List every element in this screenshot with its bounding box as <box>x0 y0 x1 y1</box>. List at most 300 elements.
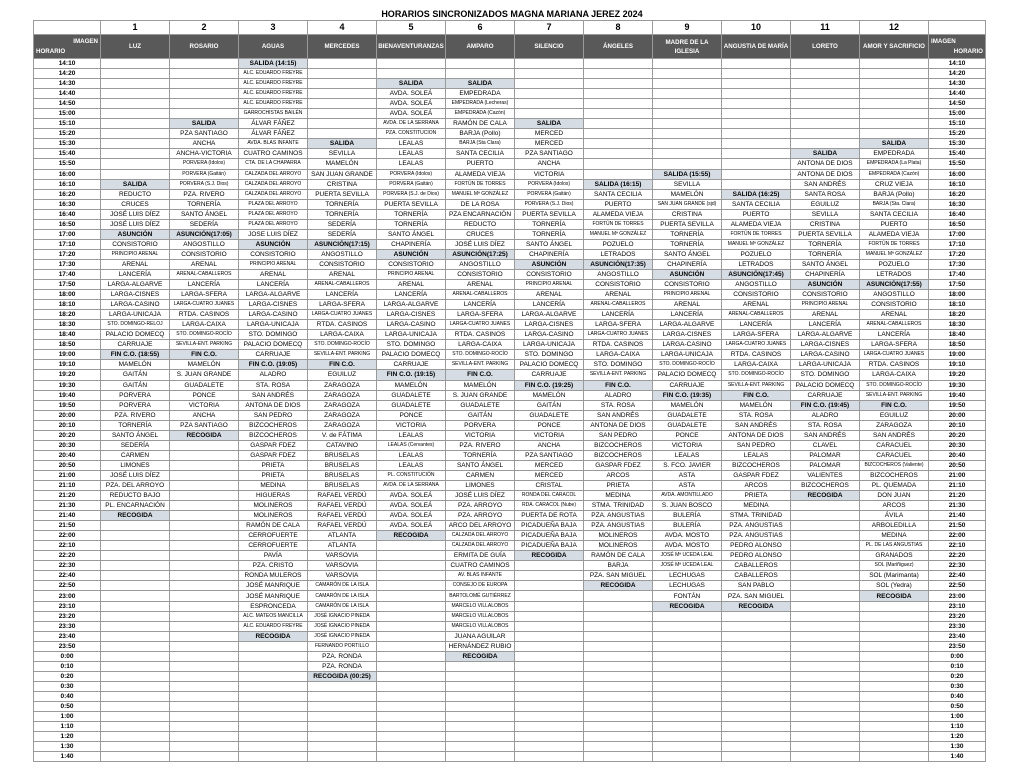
schedule-cell <box>170 742 239 752</box>
schedule-cell: SAN ANDRÉS <box>860 430 929 440</box>
schedule-cell: AVDA. SOLEÁ <box>377 99 446 109</box>
time-cell: 20:50 <box>34 460 101 470</box>
schedule-cell <box>584 651 653 661</box>
schedule-cell: CRISTINA <box>791 219 860 229</box>
time-cell: 19:40 <box>34 390 101 400</box>
schedule-cell <box>515 581 584 591</box>
schedule-cell: RAMÓN DE CALA <box>239 521 308 531</box>
schedule-cell <box>722 59 791 69</box>
schedule-cell: CALZADA DEL ARROYO <box>239 169 308 179</box>
time-cell-right: 17:50 <box>929 280 986 290</box>
time-cell: 21:50 <box>34 521 101 531</box>
schedule-cell: LARGA-UNICAJA <box>791 360 860 370</box>
schedule-cell <box>722 671 791 681</box>
schedule-cell: JOSÉ MANRIQUE <box>239 581 308 591</box>
schedule-cell: GRANADOS <box>860 551 929 561</box>
schedule-cell <box>446 59 515 69</box>
schedule-cell: GAITÁN <box>101 370 170 380</box>
schedule-cell: RECOGIDA <box>722 601 791 611</box>
time-cell-right: 17:00 <box>929 229 986 239</box>
schedule-cell <box>170 732 239 742</box>
table-row <box>34 380 986 390</box>
schedule-cell <box>860 691 929 701</box>
schedule-cell: ZARAGOZA <box>860 420 929 430</box>
schedule-cell <box>860 661 929 671</box>
schedule-cell <box>515 611 584 621</box>
schedule-cell <box>170 480 239 490</box>
schedule-cell: PUERTA SEVILLA <box>653 219 722 229</box>
schedule-cell <box>377 571 446 581</box>
schedule-cell: LANCERÍA <box>653 310 722 320</box>
schedule-cell: SAN ANDRÉS <box>239 390 308 400</box>
schedule-cell: MAMELÓN <box>377 380 446 390</box>
schedule-cell: SANTO ÁNGEL <box>653 249 722 259</box>
schedule-cell: TORNERÍA <box>170 199 239 209</box>
schedule-cell <box>308 69 377 79</box>
schedule-cell: CONSISTORIO <box>860 300 929 310</box>
schedule-cell: S. JUAN BOSCO <box>653 501 722 511</box>
schedule-cell <box>170 722 239 732</box>
schedule-cell <box>584 99 653 109</box>
schedule-cell: CONSISTORIO <box>239 249 308 259</box>
schedule-cell: PICADUEÑA BAJA <box>515 541 584 551</box>
schedule-cell <box>170 541 239 551</box>
time-cell-right: 1:20 <box>929 732 986 742</box>
time-cell-right: 14:50 <box>929 99 986 109</box>
schedule-cell: ALC. EDUARDO FREYRE <box>239 621 308 631</box>
schedule-cell: ARENAL-CABALLEROS <box>860 320 929 330</box>
schedule-cell: ANGOSTILLO <box>446 259 515 269</box>
schedule-cell: SALIDA <box>170 119 239 129</box>
table-row <box>34 430 986 440</box>
schedule-cell: ALADRO <box>584 390 653 400</box>
table-row <box>34 671 986 681</box>
column-header: BIENAVENTURANZAS <box>377 35 446 59</box>
time-cell-right: 0:10 <box>929 661 986 671</box>
time-cell-right: 18:10 <box>929 300 986 310</box>
schedule-cell <box>722 611 791 621</box>
schedule-cell: ANCHA <box>515 440 584 450</box>
schedule-cell: PL. QUEMADA <box>860 480 929 490</box>
table-row <box>34 119 986 129</box>
schedule-cell <box>101 521 170 531</box>
schedule-cell: EGUILUZ <box>791 199 860 209</box>
schedule-cell <box>239 752 308 762</box>
schedule-cell: ASUNCIÓN(17:25) <box>446 249 515 259</box>
time-cell-right: 17:10 <box>929 239 986 249</box>
schedule-cell: CHAPINERÍA <box>377 239 446 249</box>
schedule-cell <box>170 631 239 641</box>
time-cell: 16:20 <box>34 189 101 199</box>
schedule-cell <box>653 119 722 129</box>
schedule-cell <box>101 551 170 561</box>
schedule-cell: STA. ROSA <box>722 410 791 420</box>
schedule-cell <box>377 631 446 641</box>
schedule-cell: CONSISTORIO <box>101 239 170 249</box>
schedule-cell <box>239 722 308 732</box>
schedule-cell: CARMEN <box>101 450 170 460</box>
schedule-cell <box>515 561 584 571</box>
schedule-cell <box>860 702 929 712</box>
table-row <box>34 269 986 279</box>
schedule-cell: ÁLVAR FÁÑEZ <box>239 129 308 139</box>
schedule-cell: CALZADA DEL ARROYO <box>239 179 308 189</box>
time-cell: 23:30 <box>34 621 101 631</box>
schedule-cell: ARENAL <box>446 280 515 290</box>
schedule-cell <box>308 59 377 69</box>
schedule-cell: TORNERÍA <box>377 219 446 229</box>
table-row <box>34 159 986 169</box>
schedule-cell: MOLINEROS <box>584 531 653 541</box>
schedule-cell: ARCO DEL ARROYO <box>446 521 515 531</box>
schedule-cell: VICTORIA <box>170 400 239 410</box>
schedule-cell: GUADALETE <box>377 400 446 410</box>
time-cell: 15:50 <box>34 159 101 169</box>
schedule-cell <box>170 450 239 460</box>
schedule-cell <box>170 561 239 571</box>
table-row <box>34 209 986 219</box>
time-cell: 22:30 <box>34 561 101 571</box>
schedule-cell: PLAZA DEL ARROYO <box>239 219 308 229</box>
schedule-cell: PZA SANTIAGO <box>515 149 584 159</box>
schedule-cell <box>722 79 791 89</box>
schedule-cell: MAMELÓN <box>446 380 515 390</box>
schedule-cell <box>308 109 377 119</box>
schedule-cell <box>101 691 170 701</box>
time-cell: 18:50 <box>34 340 101 350</box>
time-cell-right: 0:30 <box>929 681 986 691</box>
schedule-cell: MERCED <box>515 460 584 470</box>
schedule-cell <box>584 681 653 691</box>
schedule-cell <box>860 601 929 611</box>
schedule-cell: ANCHA <box>170 139 239 149</box>
schedule-cell <box>170 470 239 480</box>
schedule-cell <box>170 59 239 69</box>
schedule-cell: BIZCOCHEROS <box>860 470 929 480</box>
schedule-cell: RAMÓN DE CALA <box>584 551 653 561</box>
schedule-cell: ZARAGOZA <box>308 410 377 420</box>
schedule-cell: MAMELÓN <box>653 400 722 410</box>
time-cell-right: 16:10 <box>929 179 986 189</box>
schedule-cell <box>515 661 584 671</box>
schedule-cell <box>653 691 722 701</box>
schedule-cell: LARGA-CASINO <box>791 350 860 360</box>
schedule-cell: PUERTA SEVILLA <box>377 199 446 209</box>
schedule-cell: AVDA. AMONTILLADO <box>653 491 722 501</box>
schedule-cell: TORNERÍA <box>377 209 446 219</box>
table-row <box>34 280 986 290</box>
schedule-cell: SAN PEDRO <box>239 410 308 420</box>
schedule-cell: SAN ANDRÉS <box>791 179 860 189</box>
schedule-cell <box>170 460 239 470</box>
table-row <box>34 300 986 310</box>
schedule-cell: ARENAL-CABALLEROS <box>584 300 653 310</box>
schedule-cell: AVDA. SOLEÁ <box>377 501 446 511</box>
time-cell-right: 22:20 <box>929 551 986 561</box>
schedule-cell <box>170 752 239 762</box>
schedule-cell: AVDA. SOLEÁ <box>377 491 446 501</box>
schedule-cell: PUERTO <box>446 159 515 169</box>
schedule-cell: ANGOSTILLO <box>584 269 653 279</box>
schedule-cell <box>584 129 653 139</box>
schedule-cell <box>515 571 584 581</box>
schedule-cell: BARJA (Sta Clara) <box>446 139 515 149</box>
schedule-cell <box>446 702 515 712</box>
table-row <box>34 621 986 631</box>
column-number-blank <box>929 21 986 35</box>
schedule-cell <box>515 752 584 762</box>
schedule-cell: SOL (Mariñiguez) <box>860 561 929 571</box>
schedule-cell <box>239 641 308 651</box>
time-cell: 0:10 <box>34 661 101 671</box>
schedule-cell: RAFAEL VERDÚ <box>308 521 377 531</box>
schedule-cell <box>515 732 584 742</box>
schedule-cell <box>860 722 929 732</box>
schedule-cell <box>653 59 722 69</box>
schedule-cell: GUADALETE <box>170 380 239 390</box>
schedule-cell <box>722 752 791 762</box>
schedule-cell: MAMELÓN <box>308 159 377 169</box>
schedule-cell: LARGA-ALGARVE <box>101 280 170 290</box>
time-cell-right: 19:10 <box>929 360 986 370</box>
time-cell: 22:50 <box>34 581 101 591</box>
schedule-cell: PORVERA (Gaitán) <box>170 169 239 179</box>
schedule-cell: ANTONA DE DIOS <box>791 169 860 179</box>
schedule-cell <box>791 571 860 581</box>
schedule-cell <box>446 742 515 752</box>
schedule-cell: REDUCTO <box>446 219 515 229</box>
schedule-cell: LEALAS <box>653 450 722 460</box>
column-header: LUZ <box>101 35 170 59</box>
time-cell: 19:00 <box>34 350 101 360</box>
schedule-cell <box>515 621 584 631</box>
schedule-cell: AVDA. SOLEÁ <box>377 109 446 119</box>
column-header: AMPARO <box>446 35 515 59</box>
schedule-cell <box>584 601 653 611</box>
schedule-cell: ARENAL <box>860 310 929 320</box>
schedule-cell <box>308 722 377 732</box>
schedule-cell <box>791 722 860 732</box>
schedule-cell: ARCOS <box>860 501 929 511</box>
schedule-cell <box>101 561 170 571</box>
schedule-cell: FIN C.O. <box>860 400 929 410</box>
table-row <box>34 541 986 551</box>
schedule-cell: CTA. DE LA CHAPARRA <box>239 159 308 169</box>
schedule-cell: SEDERÍA <box>170 219 239 229</box>
schedule-cell: STO. DOMINGO <box>515 350 584 360</box>
column-number-row <box>34 21 986 35</box>
schedule-cell: GUADALETE <box>653 410 722 420</box>
schedule-cell <box>653 732 722 742</box>
schedule-cell <box>170 661 239 671</box>
schedule-cell: LARGA-CISNES <box>239 300 308 310</box>
time-cell-right: 22:10 <box>929 541 986 551</box>
schedule-cell: PICADUEÑA BAJA <box>515 521 584 531</box>
schedule-cell: AVDA. MOSTO <box>653 531 722 541</box>
schedule-cell <box>860 641 929 651</box>
schedule-cell <box>722 169 791 179</box>
schedule-cell: CABALLEROS <box>722 571 791 581</box>
schedule-cell <box>515 69 584 79</box>
schedule-cell <box>101 651 170 661</box>
schedule-cell: TORNERÍA <box>308 199 377 209</box>
schedule-cell <box>377 601 446 611</box>
schedule-cell: LARGA-ALGARVE <box>239 290 308 300</box>
schedule-cell: PZA. RIVERO <box>446 440 515 450</box>
schedule-cell <box>584 712 653 722</box>
time-cell-right: 21:00 <box>929 470 986 480</box>
time-cell: 20:40 <box>34 450 101 460</box>
time-cell-right: 23:20 <box>929 611 986 621</box>
schedule-cell <box>101 109 170 119</box>
schedule-cell <box>584 109 653 119</box>
schedule-cell: CONSISTORIO <box>308 259 377 269</box>
schedule-cell: GAITÁN <box>515 400 584 410</box>
schedule-cell: ARENAL-CABALLEROS <box>170 269 239 279</box>
schedule-cell: PZA. ANGUSTIAS <box>722 521 791 531</box>
corner-top-label: IMAGEN <box>73 38 98 45</box>
schedule-cell: CAMARÓN DE LA ISLA <box>308 591 377 601</box>
time-cell-right: 0:40 <box>929 691 986 701</box>
time-cell-right: 0:20 <box>929 671 986 681</box>
schedule-cell <box>101 169 170 179</box>
schedule-cell: LETRADOS <box>722 259 791 269</box>
schedule-cell: CARRUAJE <box>515 370 584 380</box>
schedule-cell <box>515 89 584 99</box>
schedule-cell: SAN ANDRÉS <box>791 430 860 440</box>
schedule-cell <box>308 752 377 762</box>
schedule-cell <box>584 169 653 179</box>
schedule-cell: ARENAL <box>653 300 722 310</box>
schedule-cell: MANUEL Mª GONZÁLEZ <box>722 239 791 249</box>
schedule-cell: ÁLVAR FÁÑEZ <box>239 119 308 129</box>
schedule-cell: SEVILLA <box>308 149 377 159</box>
schedule-cell: RECOGIDA <box>860 591 929 601</box>
schedule-cell <box>515 681 584 691</box>
schedule-cell <box>791 139 860 149</box>
time-cell-right: 1:00 <box>929 712 986 722</box>
schedule-cell: S. FCO. JAVIER <box>653 460 722 470</box>
table-row <box>34 139 986 149</box>
schedule-cell: AV. BLAS INFANTE <box>446 571 515 581</box>
schedule-cell: MANUEL Mª GONZÁLEZ <box>446 189 515 199</box>
schedule-cell: ARENAL-CABALLEROS <box>446 290 515 300</box>
time-cell-right: 19:20 <box>929 370 986 380</box>
schedule-cell: AVDA. DE LA SERRANA <box>377 480 446 490</box>
schedule-cell <box>101 661 170 671</box>
schedule-cell: CALZADA DEL ARROYO <box>446 541 515 551</box>
table-row <box>34 59 986 69</box>
schedule-cell <box>722 621 791 631</box>
time-cell-right: 1:30 <box>929 742 986 752</box>
schedule-cell <box>377 702 446 712</box>
schedule-cell: SALIDA (14:15) <box>239 59 308 69</box>
table-row <box>34 229 986 239</box>
schedule-cell <box>791 99 860 109</box>
time-cell-right: 21:30 <box>929 501 986 511</box>
table-row <box>34 219 986 229</box>
schedule-cell: BRUSELAS <box>308 470 377 480</box>
schedule-cell: LARGA-SFERA <box>308 300 377 310</box>
schedule-cell: ZARAGOZA <box>308 400 377 410</box>
schedule-cell: MARCELO VILLALOBOS <box>446 611 515 621</box>
time-cell: 23:50 <box>34 641 101 651</box>
time-cell-right: 18:20 <box>929 310 986 320</box>
schedule-cell: RAFAEL VERDÚ <box>308 491 377 501</box>
schedule-cell <box>791 712 860 722</box>
schedule-cell: ZARAGOZA <box>308 380 377 390</box>
schedule-cell: PORVERA (Idolos) <box>515 179 584 189</box>
time-cell-right: 19:40 <box>929 390 986 400</box>
schedule-cell <box>101 752 170 762</box>
schedule-cell: PRINCIPIO ARENAL <box>377 269 446 279</box>
time-cell-right: 15:50 <box>929 159 986 169</box>
schedule-cell: ESPRONCEDA <box>239 601 308 611</box>
table-row <box>34 259 986 269</box>
schedule-cell <box>653 89 722 99</box>
schedule-cell <box>860 712 929 722</box>
schedule-cell <box>791 752 860 762</box>
schedule-cell: PZA. RIVERO <box>170 189 239 199</box>
time-cell-right: 15:00 <box>929 109 986 119</box>
schedule-cell: FIN C.O. <box>584 380 653 390</box>
schedule-cell <box>308 79 377 89</box>
schedule-cell: PRINCIPIO ARENAL <box>239 259 308 269</box>
schedule-cell: STO. DOMINGO <box>791 370 860 380</box>
schedule-cell: LANCERÍA <box>515 300 584 310</box>
schedule-cell: JOSE LUIS DÍEZ <box>239 229 308 239</box>
time-cell: 18:10 <box>34 300 101 310</box>
schedule-cell: FIN C.O. <box>170 350 239 360</box>
schedule-cell: POZUELO <box>584 239 653 249</box>
schedule-cell: CONSISTORIO <box>584 280 653 290</box>
schedule-cell <box>860 69 929 79</box>
time-cell: 15:20 <box>34 129 101 139</box>
schedule-cell <box>860 631 929 641</box>
schedule-cell <box>860 732 929 742</box>
schedule-cell: PALACIO DOMECQ <box>515 360 584 370</box>
schedule-cell <box>722 159 791 169</box>
schedule-cell: REDUCTO BAJO <box>101 491 170 501</box>
schedule-cell: PUERTO <box>584 199 653 209</box>
schedule-cell <box>101 119 170 129</box>
schedule-cell: FIN C.O. (18:55) <box>101 350 170 360</box>
column-number: 7 <box>515 21 584 35</box>
table-row <box>34 99 986 109</box>
schedule-cell: LARGA-CAIXA <box>860 370 929 380</box>
time-cell-right: 20:20 <box>929 430 986 440</box>
schedule-cell: ANGOSTILLO <box>308 249 377 259</box>
schedule-cell: CHAPINERÍA <box>653 259 722 269</box>
schedule-cell: SANTA CECILIA <box>722 199 791 209</box>
schedule-cell: SANTO ÁNGEL <box>791 259 860 269</box>
time-cell-right: 15:30 <box>929 139 986 149</box>
schedule-cell: TORNERÍA <box>101 420 170 430</box>
schedule-cell <box>791 702 860 712</box>
schedule-cell: ARENAL <box>377 280 446 290</box>
column-header: MERCEDES <box>308 35 377 59</box>
schedule-cell: MEDINA <box>860 531 929 541</box>
schedule-cell: JOSÉ LUIS DÍEZ <box>446 491 515 501</box>
schedule-cell: PRIETA <box>584 480 653 490</box>
schedule-cell: FORTÚN DE TORRES <box>860 239 929 249</box>
schedule-cell: LEALAS <box>377 450 446 460</box>
schedule-cell: LANCERÍA <box>239 280 308 290</box>
schedule-cell <box>653 621 722 631</box>
schedule-cell <box>860 752 929 762</box>
schedule-cell: PORVERA (S.J. de Dios) <box>377 189 446 199</box>
schedule-cell: EGUILUZ <box>860 410 929 420</box>
